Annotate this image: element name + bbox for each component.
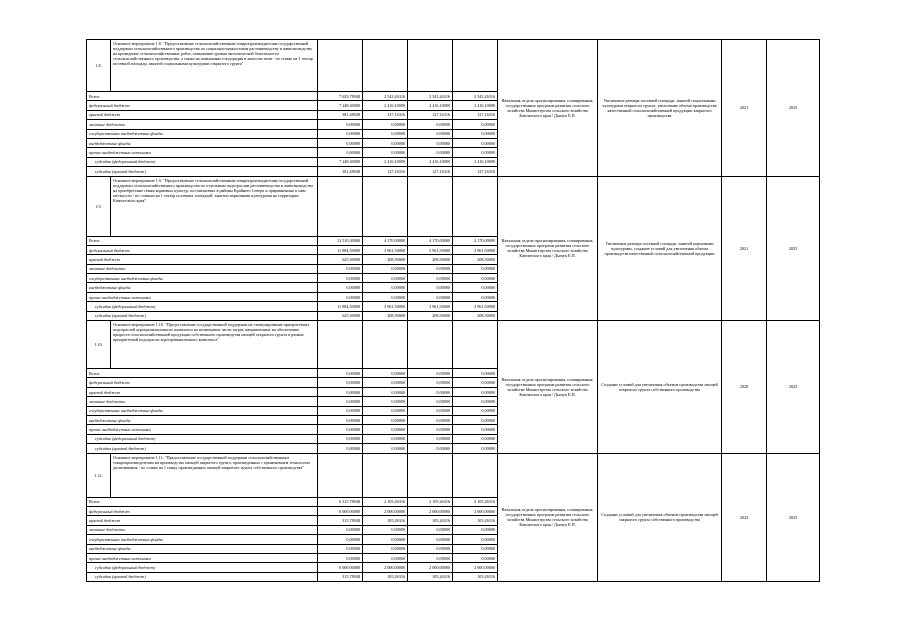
funding-year-value: 105,26316 [453, 516, 498, 525]
program-title: Основное мероприятие 1.10. "Предоставление государственной поддержки на стимулирование приоритетных подотраслей агропромышленного комплекса на возмещение части затрат, направленных на обеспечение прироста сельскохозяйственной продукции собственного производства овощей открытого грунта в рамках приоритетной подотрасли агропромышленного комплекса" [111, 321, 318, 369]
funding-year-value: 0,00000 [363, 283, 408, 292]
funding-year-value: 0,00000 [408, 425, 453, 434]
funding-total-value: 625,50000 [318, 255, 363, 264]
funding-year-value: 0,00000 [408, 129, 453, 138]
funding-year-value: 0,00000 [408, 434, 453, 443]
funding-year-value: 0,00000 [363, 444, 408, 453]
funding-year-value: 0,00000 [363, 264, 408, 273]
funding-total-value: 6 000,00000 [318, 506, 363, 515]
funding-total-value: 6 000,00000 [318, 563, 363, 572]
funding-year-value: 0,00000 [408, 397, 453, 406]
funding-year-value: 2 000,00000 [363, 563, 408, 572]
funding-year-value: 0,00000 [363, 369, 408, 378]
funding-year-value: 0,00000 [453, 397, 498, 406]
start-year: 2020 [722, 321, 767, 454]
funding-year-value: 0,00000 [408, 138, 453, 147]
funding-year-value: 0,00000 [363, 148, 408, 157]
funding-source-label: субсидии (федеральный бюджет) [87, 157, 318, 166]
funding-year-value: 0,00000 [363, 553, 408, 562]
funding-year-value: 127,16316 [408, 167, 453, 176]
empty-cell [453, 321, 498, 369]
funding-total-value: 0,00000 [318, 292, 363, 301]
funding-total-value: 7 248,30000 [318, 157, 363, 166]
responsible-person: Начальник отдела прогнозирования, планирования, государственных программ развития сельского хозяйства Министерства сельского хозяйства Камчатского края / Дьячук Е.П. [498, 321, 598, 454]
funding-total-value: 0,00000 [318, 274, 363, 283]
empty-cell [453, 453, 498, 497]
funding-year-value: 3 961,50000 [453, 302, 498, 311]
funding-total-value: 0,00000 [318, 369, 363, 378]
funding-year-value: 2 000,00000 [363, 506, 408, 515]
funding-year-value: 208,50000 [363, 311, 408, 320]
funding-source-label: краевой бюджет [87, 516, 318, 525]
funding-year-value: 0,00000 [363, 120, 408, 129]
funding-year-value: 0,00000 [408, 283, 453, 292]
funding-year-value: 208,50000 [408, 311, 453, 320]
expected-result: Увеличение размера посевной площади, занятой социальными культурами открытого грунта, увеличение объема производства качественной сельскохозяйственной продукции закрытого производства [598, 40, 722, 177]
empty-cell [408, 40, 453, 92]
responsible-person: Начальник отдела прогнозирования, планирования, государственных программ развития сельского хозяйства Министерства сельского хозяйства Камчатского края / Дьячук Е.П. [498, 453, 598, 582]
funding-source-label: прочие внебюджетные источники [87, 292, 318, 301]
funding-total-value: 315,78948 [318, 516, 363, 525]
empty-cell [363, 321, 408, 369]
funding-year-value: 0,00000 [408, 264, 453, 273]
funding-source-label: государственные внебюджетные фонды [87, 274, 318, 283]
funding-total-value: 7 629,78948 [318, 92, 363, 101]
funding-year-value: 0,00000 [408, 148, 453, 157]
funding-total-value: 0,00000 [318, 415, 363, 424]
funding-year-value: 0,00000 [453, 535, 498, 544]
funding-year-value: 2 416,10000 [408, 101, 453, 110]
program-header-row [87, 40, 820, 92]
funding-year-value: 2 543,26316 [363, 92, 408, 101]
program-header-row [87, 321, 820, 369]
responsible-person: Начальник отдела прогнозирования, планирования, государственных программ развития сельского хозяйства Министерства сельского хозяйства Камчатского края / Дьячук Е.П. [498, 176, 598, 321]
funding-year-value: 0,00000 [453, 387, 498, 396]
funding-total-value: 0,00000 [318, 535, 363, 544]
funding-year-value: 208,50000 [363, 255, 408, 264]
funding-year-value: 105,26316 [363, 572, 408, 581]
program-title: Основное мероприятие 1.11. "Предоставление государственной поддержки сельскохозяйственным товаропроизводителям на производство овощей закрытого грунта, произведенных с применением технологии досвечивания - по ставке на 1 тонну произведенных овощей закрытого грунта собственного производства" [111, 453, 318, 497]
funding-year-value: 105,26316 [363, 516, 408, 525]
funding-total-value: 0,00000 [318, 406, 363, 415]
funding-total-value: 381,48948 [318, 110, 363, 119]
empty-cell [318, 321, 363, 369]
funding-year-value: 0,00000 [363, 378, 408, 387]
funding-year-value: 0,00000 [363, 274, 408, 283]
funding-year-value: 0,00000 [453, 120, 498, 129]
funding-total-value: 11 884,50000 [318, 302, 363, 311]
funding-year-value: 2 105,26316 [408, 497, 453, 506]
end-year: 2025 [767, 321, 820, 454]
funding-year-value: 0,00000 [453, 264, 498, 273]
funding-year-value: 127,16316 [408, 110, 453, 119]
empty-cell [408, 176, 453, 236]
funding-total-value: 0,00000 [318, 129, 363, 138]
funding-source-label: краевой бюджет [87, 255, 318, 264]
funding-total-value: 625,50000 [318, 311, 363, 320]
funding-source-label: краевой бюджет [87, 387, 318, 396]
program-header-row [87, 453, 820, 497]
funding-total-value: 7 248,30000 [318, 101, 363, 110]
funding-year-value: 3 961,50000 [363, 245, 408, 254]
expected-result: Создание условий для увеличения объемов производства овощей закрытого грунта собственного производства [598, 453, 722, 582]
funding-year-value: 2 000,00000 [453, 506, 498, 515]
funding-year-value: 127,16316 [453, 167, 498, 176]
funding-year-value: 2 416,10000 [408, 157, 453, 166]
funding-source-label: прочие внебюджетные источники [87, 553, 318, 562]
funding-source-label: краевой бюджет [87, 110, 318, 119]
funding-year-value: 208,50000 [453, 255, 498, 264]
funding-year-value: 208,50000 [408, 255, 453, 264]
funding-source-label: Всего: [87, 497, 318, 506]
program-code: 1.11. [87, 453, 111, 497]
funding-year-value: 0,00000 [453, 283, 498, 292]
funding-total-value: 0,00000 [318, 387, 363, 396]
funding-year-value: 127,16316 [363, 110, 408, 119]
empty-cell [408, 453, 453, 497]
funding-year-value: 0,00000 [363, 138, 408, 147]
funding-source-label: Всего: [87, 92, 318, 101]
funding-year-value: 2 416,10000 [453, 157, 498, 166]
funding-year-value: 0,00000 [453, 292, 498, 301]
funding-year-value: 0,00000 [363, 129, 408, 138]
funding-source-label: местные бюджеты [87, 120, 318, 129]
funding-total-value: 381,48948 [318, 167, 363, 176]
funding-year-value: 0,00000 [408, 444, 453, 453]
funding-total-value: 0,00000 [318, 553, 363, 562]
empty-cell [318, 176, 363, 236]
funding-year-value: 0,00000 [408, 525, 453, 534]
funding-source-label: федеральный бюджет [87, 506, 318, 515]
funding-year-value: 0,00000 [408, 535, 453, 544]
program-title: Основное мероприятие 1.9. "Предоставление сельскохозяйственным товаропроизводителям государственной поддержки сельскохозяйственного производства по отдельным подотраслям растениеводства и животноводства на приобретение семян кормовых культур, поставляемых в районы Крайнего Севера и приравненные к ним местности - по ставкам на 1 гектар посевных площадей, занятых кормовыми культурами на территории Камчатского края" [111, 176, 318, 236]
funding-source-label: внебюджетные фонды [87, 283, 318, 292]
funding-year-value: 2 416,10000 [453, 101, 498, 110]
program-title: Основное мероприятие 1.8. "Предоставление сельскохозяйственным товаропроизводителям государственной поддержки сельскохозяйственного производства по социально-ценностным растениеводству и животноводству на проведение сельскохозяйственных работ, повышение уровня экологической безопасности сельскохозяйственного производства, а также на повышение плодородия и качества почв - по ставке на 1 гектар посевной площади, занятой социальными культурами открытого грунта" [111, 40, 318, 92]
funding-source-label: субсидии (федеральный бюджет) [87, 302, 318, 311]
funding-year-value: 0,00000 [363, 387, 408, 396]
funding-year-value: 0,00000 [363, 544, 408, 553]
start-year: 2021 [722, 176, 767, 321]
funding-total-value: 0,00000 [318, 525, 363, 534]
funding-year-value: 0,00000 [363, 406, 408, 415]
program-code: 1.10. [87, 321, 111, 369]
funding-year-value: 3 961,50000 [408, 302, 453, 311]
funding-year-value: 3 961,50000 [408, 245, 453, 254]
funding-year-value: 2 000,00000 [453, 563, 498, 572]
funding-total-value: 0,00000 [318, 425, 363, 434]
funding-year-value: 0,00000 [453, 406, 498, 415]
funding-year-value: 0,00000 [363, 415, 408, 424]
funding-year-value: 0,00000 [408, 120, 453, 129]
funding-source-label: Всего: [87, 369, 318, 378]
funding-source-label: государственные внебюджетные фонды [87, 129, 318, 138]
end-year: 2025 [767, 176, 820, 321]
funding-source-label: федеральный бюджет [87, 245, 318, 254]
funding-source-label: субсидии (федеральный бюджет) [87, 563, 318, 572]
funding-source-label: федеральный бюджет [87, 378, 318, 387]
funding-total-value: 12 510,30000 [318, 236, 363, 245]
funding-year-value: 0,00000 [453, 553, 498, 562]
funding-year-value: 127,16316 [453, 110, 498, 119]
funding-year-value: 0,00000 [453, 434, 498, 443]
funding-year-value: 3 961,50000 [363, 302, 408, 311]
empty-cell [453, 176, 498, 236]
funding-source-label: государственные внебюджетные фонды [87, 535, 318, 544]
funding-total-value: 0,00000 [318, 264, 363, 273]
empty-cell [408, 321, 453, 369]
funding-year-value: 3 961,50000 [453, 245, 498, 254]
funding-year-value: 0,00000 [363, 525, 408, 534]
funding-source-label: прочие внебюджетные источники [87, 425, 318, 434]
funding-total-value: 0,00000 [318, 397, 363, 406]
start-year: 2021 [722, 40, 767, 177]
funding-total-value: 315,78948 [318, 572, 363, 581]
funding-source-label: внебюджетные фонды [87, 138, 318, 147]
funding-year-value: 0,00000 [453, 544, 498, 553]
funding-year-value: 0,00000 [453, 369, 498, 378]
table-body [87, 40, 820, 582]
funding-source-label: Всего: [87, 236, 318, 245]
funding-year-value: 4 170,00000 [363, 236, 408, 245]
start-year: 2023 [722, 453, 767, 582]
empty-cell [363, 176, 408, 236]
funding-total-value: 0,00000 [318, 378, 363, 387]
funding-year-value: 4 170,00000 [453, 236, 498, 245]
empty-cell [318, 453, 363, 497]
funding-source-label: субсидии (краевой бюджет) [87, 572, 318, 581]
funding-year-value: 0,00000 [408, 387, 453, 396]
funding-total-value: 0,00000 [318, 120, 363, 129]
funding-year-value: 0,00000 [453, 415, 498, 424]
funding-year-value: 105,26316 [453, 572, 498, 581]
funding-year-value: 127,16316 [363, 167, 408, 176]
funding-year-value: 0,00000 [363, 292, 408, 301]
funding-year-value: 0,00000 [453, 378, 498, 387]
end-year: 2025 [767, 40, 820, 177]
funding-source-label: субсидии (краевой бюджет) [87, 311, 318, 320]
funding-total-value: 0,00000 [318, 544, 363, 553]
funding-year-value: 208,50000 [453, 311, 498, 320]
funding-year-value: 2 000,00000 [408, 506, 453, 515]
responsible-person: Начальник отдела прогнозирования, планирования, государственных программ развития сельского хозяйства Министерства сельского хозяйства Камчатского края / Дьячук Е.П. [498, 40, 598, 177]
funding-year-value: 2 543,26316 [408, 92, 453, 101]
funding-total-value: 0,00000 [318, 434, 363, 443]
funding-year-value: 0,00000 [408, 544, 453, 553]
funding-total-value: 0,00000 [318, 138, 363, 147]
funding-year-value: 2 000,00000 [408, 563, 453, 572]
funding-year-value: 0,00000 [363, 397, 408, 406]
funding-year-value: 0,00000 [408, 274, 453, 283]
funding-source-label: субсидии (федеральный бюджет) [87, 434, 318, 443]
funding-year-value: 0,00000 [363, 425, 408, 434]
funding-source-label: прочие внебюджетные источники [87, 148, 318, 157]
funding-year-value: 0,00000 [453, 138, 498, 147]
funding-source-label: местные бюджеты [87, 525, 318, 534]
funding-year-value: 105,26316 [408, 516, 453, 525]
funding-year-value: 0,00000 [408, 369, 453, 378]
program-code: 1.9. [87, 176, 111, 236]
funding-year-value: 2 105,26316 [453, 497, 498, 506]
program-header-row [87, 176, 820, 236]
funding-year-value: 2 105,26316 [363, 497, 408, 506]
funding-source-label: местные бюджеты [87, 264, 318, 273]
funding-year-value: 0,00000 [453, 525, 498, 534]
funding-year-value: 0,00000 [453, 148, 498, 157]
funding-year-value: 0,00000 [453, 444, 498, 453]
funding-total-value: 0,00000 [318, 148, 363, 157]
funding-year-value: 4 170,00000 [408, 236, 453, 245]
funding-year-value: 0,00000 [453, 129, 498, 138]
funding-year-value: 0,00000 [453, 274, 498, 283]
funding-year-value: 105,26316 [408, 572, 453, 581]
funding-source-label: местные бюджеты [87, 397, 318, 406]
funding-year-value: 0,00000 [363, 434, 408, 443]
funding-year-value: 0,00000 [408, 378, 453, 387]
funding-year-value: 0,00000 [453, 425, 498, 434]
funding-total-value: 0,00000 [318, 444, 363, 453]
empty-cell [363, 40, 408, 92]
end-year: 2025 [767, 453, 820, 582]
funding-total-value: 0,00000 [318, 283, 363, 292]
funding-source-label: внебюджетные фонды [87, 544, 318, 553]
funding-source-label: федеральный бюджет [87, 101, 318, 110]
empty-cell [453, 40, 498, 92]
funding-source-label: субсидии (краевой бюджет) [87, 444, 318, 453]
funding-year-value: 2 416,10000 [363, 101, 408, 110]
expected-result: Создание условий для увеличения объемов производства овощей открытого грунта собственного производства [598, 321, 722, 454]
funding-year-value: 0,00000 [408, 292, 453, 301]
funding-source-label: субсидии (краевой бюджет) [87, 167, 318, 176]
program-table [86, 39, 820, 582]
funding-year-value: 2 416,10000 [363, 157, 408, 166]
empty-cell [363, 453, 408, 497]
empty-cell [318, 40, 363, 92]
funding-source-label: государственные внебюджетные фонды [87, 406, 318, 415]
funding-year-value: 0,00000 [408, 415, 453, 424]
funding-year-value: 2 543,26316 [453, 92, 498, 101]
funding-source-label: внебюджетные фонды [87, 415, 318, 424]
funding-year-value: 0,00000 [408, 406, 453, 415]
funding-year-value: 0,00000 [363, 535, 408, 544]
program-code: 1.8. [87, 40, 111, 92]
funding-total-value: 6 315,78948 [318, 497, 363, 506]
funding-total-value: 11 884,50000 [318, 245, 363, 254]
expected-result: Увеличение размера посевной площади, занятой кормовыми культурами, создание условий для увеличения объема производства качественной сельскохозяйственной продукции [598, 176, 722, 321]
funding-year-value: 0,00000 [408, 553, 453, 562]
